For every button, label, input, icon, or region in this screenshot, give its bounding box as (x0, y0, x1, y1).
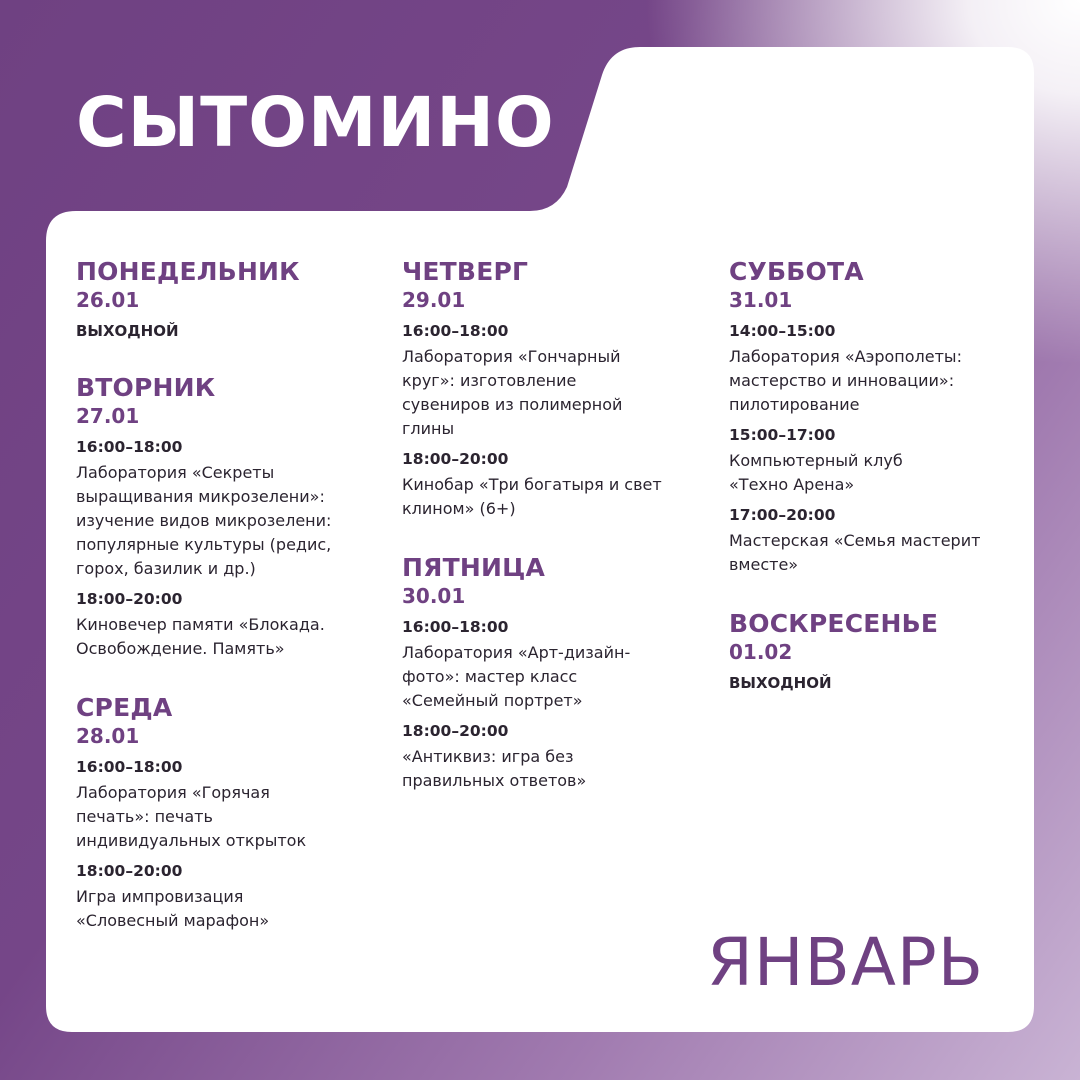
event-item (76, 589, 366, 661)
day-thursday (402, 258, 692, 521)
day-name: СУББОТА (729, 257, 864, 286)
schedule-column-1 (76, 258, 366, 966)
event-time: 16:00–18:00 (76, 438, 183, 456)
event-description: Киновечер памяти «Блокада. Освобождение. Память» (76, 615, 325, 658)
event-time: 18:00–20:00 (76, 862, 183, 880)
event-item (402, 617, 692, 713)
day-name: ВТОРНИК (76, 373, 216, 402)
day-friday (402, 554, 692, 793)
day-date: 31.01 (729, 288, 793, 312)
event-item (402, 721, 692, 793)
day-date: 26.01 (76, 288, 140, 312)
event-description: Лаборатория «Арт-дизайн- фото»: мастер класс «Семейный портрет» (402, 643, 631, 710)
event-time: 16:00–18:00 (76, 758, 183, 776)
month-label: ЯНВАРЬ (707, 924, 984, 1001)
event-list (402, 321, 692, 521)
event-description: Лаборатория «Горячая печать»: печать индивидуальных открыток (76, 783, 307, 850)
schedule-column-3 (729, 258, 1019, 726)
event-description: Лаборатория «Гончарный круг»: изготовление сувениров из полимерной глины (402, 347, 623, 438)
day-date: 30.01 (402, 584, 466, 608)
event-item (402, 449, 692, 521)
day-sunday (729, 610, 1019, 693)
event-list (402, 617, 692, 793)
event-time: 16:00–18:00 (402, 322, 509, 340)
event-item (729, 505, 1019, 577)
event-description: Лаборатория «Секреты выращивания микрозелени»: изучение видов микрозелени: популярные культуры (редис, горох, базилик и др.) (76, 463, 332, 578)
event-description: Игра импровизация «Словесный марафон» (76, 887, 270, 930)
event-time: 15:00–17:00 (729, 426, 836, 444)
event-time: 16:00–18:00 (402, 618, 509, 636)
day-saturday (729, 258, 1019, 577)
day-status: ВЫХОДНОЙ (76, 322, 179, 340)
day-date: 27.01 (76, 404, 140, 428)
day-name: ПЯТНИЦА (402, 553, 546, 582)
event-description: «Антиквиз: игра без правильных ответов» (402, 747, 587, 790)
day-wednesday (76, 694, 366, 933)
day-name: ВОСКРЕСЕНЬЕ (729, 609, 939, 638)
event-time: 17:00–20:00 (729, 506, 836, 524)
event-list (729, 321, 1019, 577)
event-time: 14:00–15:00 (729, 322, 836, 340)
day-name: СРЕДА (76, 693, 173, 722)
event-description: Кинобар «Три богатыря и свет клином» (6+) (402, 475, 662, 518)
event-time: 18:00–20:00 (402, 450, 509, 468)
event-item (76, 437, 366, 581)
event-description: Компьютерный клуб «Техно Арена» (729, 451, 903, 494)
event-time: 18:00–20:00 (402, 722, 509, 740)
event-item (729, 425, 1019, 497)
event-list (76, 757, 366, 933)
event-item (76, 861, 366, 933)
event-list (76, 437, 366, 661)
event-time: 18:00–20:00 (76, 590, 183, 608)
event-description: Лаборатория «Аэрополеты: мастерство и инновации»: пилотирование (729, 347, 962, 414)
event-description: Мастерская «Семья мастерит вместе» (729, 531, 981, 574)
event-item (402, 321, 692, 441)
day-tuesday (76, 374, 366, 661)
schedule-column-2 (402, 258, 692, 826)
page-title: СЫТОМИНО (76, 83, 555, 163)
day-name: ЧЕТВЕРГ (402, 257, 529, 286)
day-date: 01.02 (729, 640, 793, 664)
day-date: 28.01 (76, 724, 140, 748)
day-status: ВЫХОДНОЙ (729, 674, 832, 692)
day-monday (76, 258, 366, 341)
day-name: ПОНЕДЕЛЬНИК (76, 257, 300, 286)
event-item (76, 757, 366, 853)
day-date: 29.01 (402, 288, 466, 312)
event-item (729, 321, 1019, 417)
